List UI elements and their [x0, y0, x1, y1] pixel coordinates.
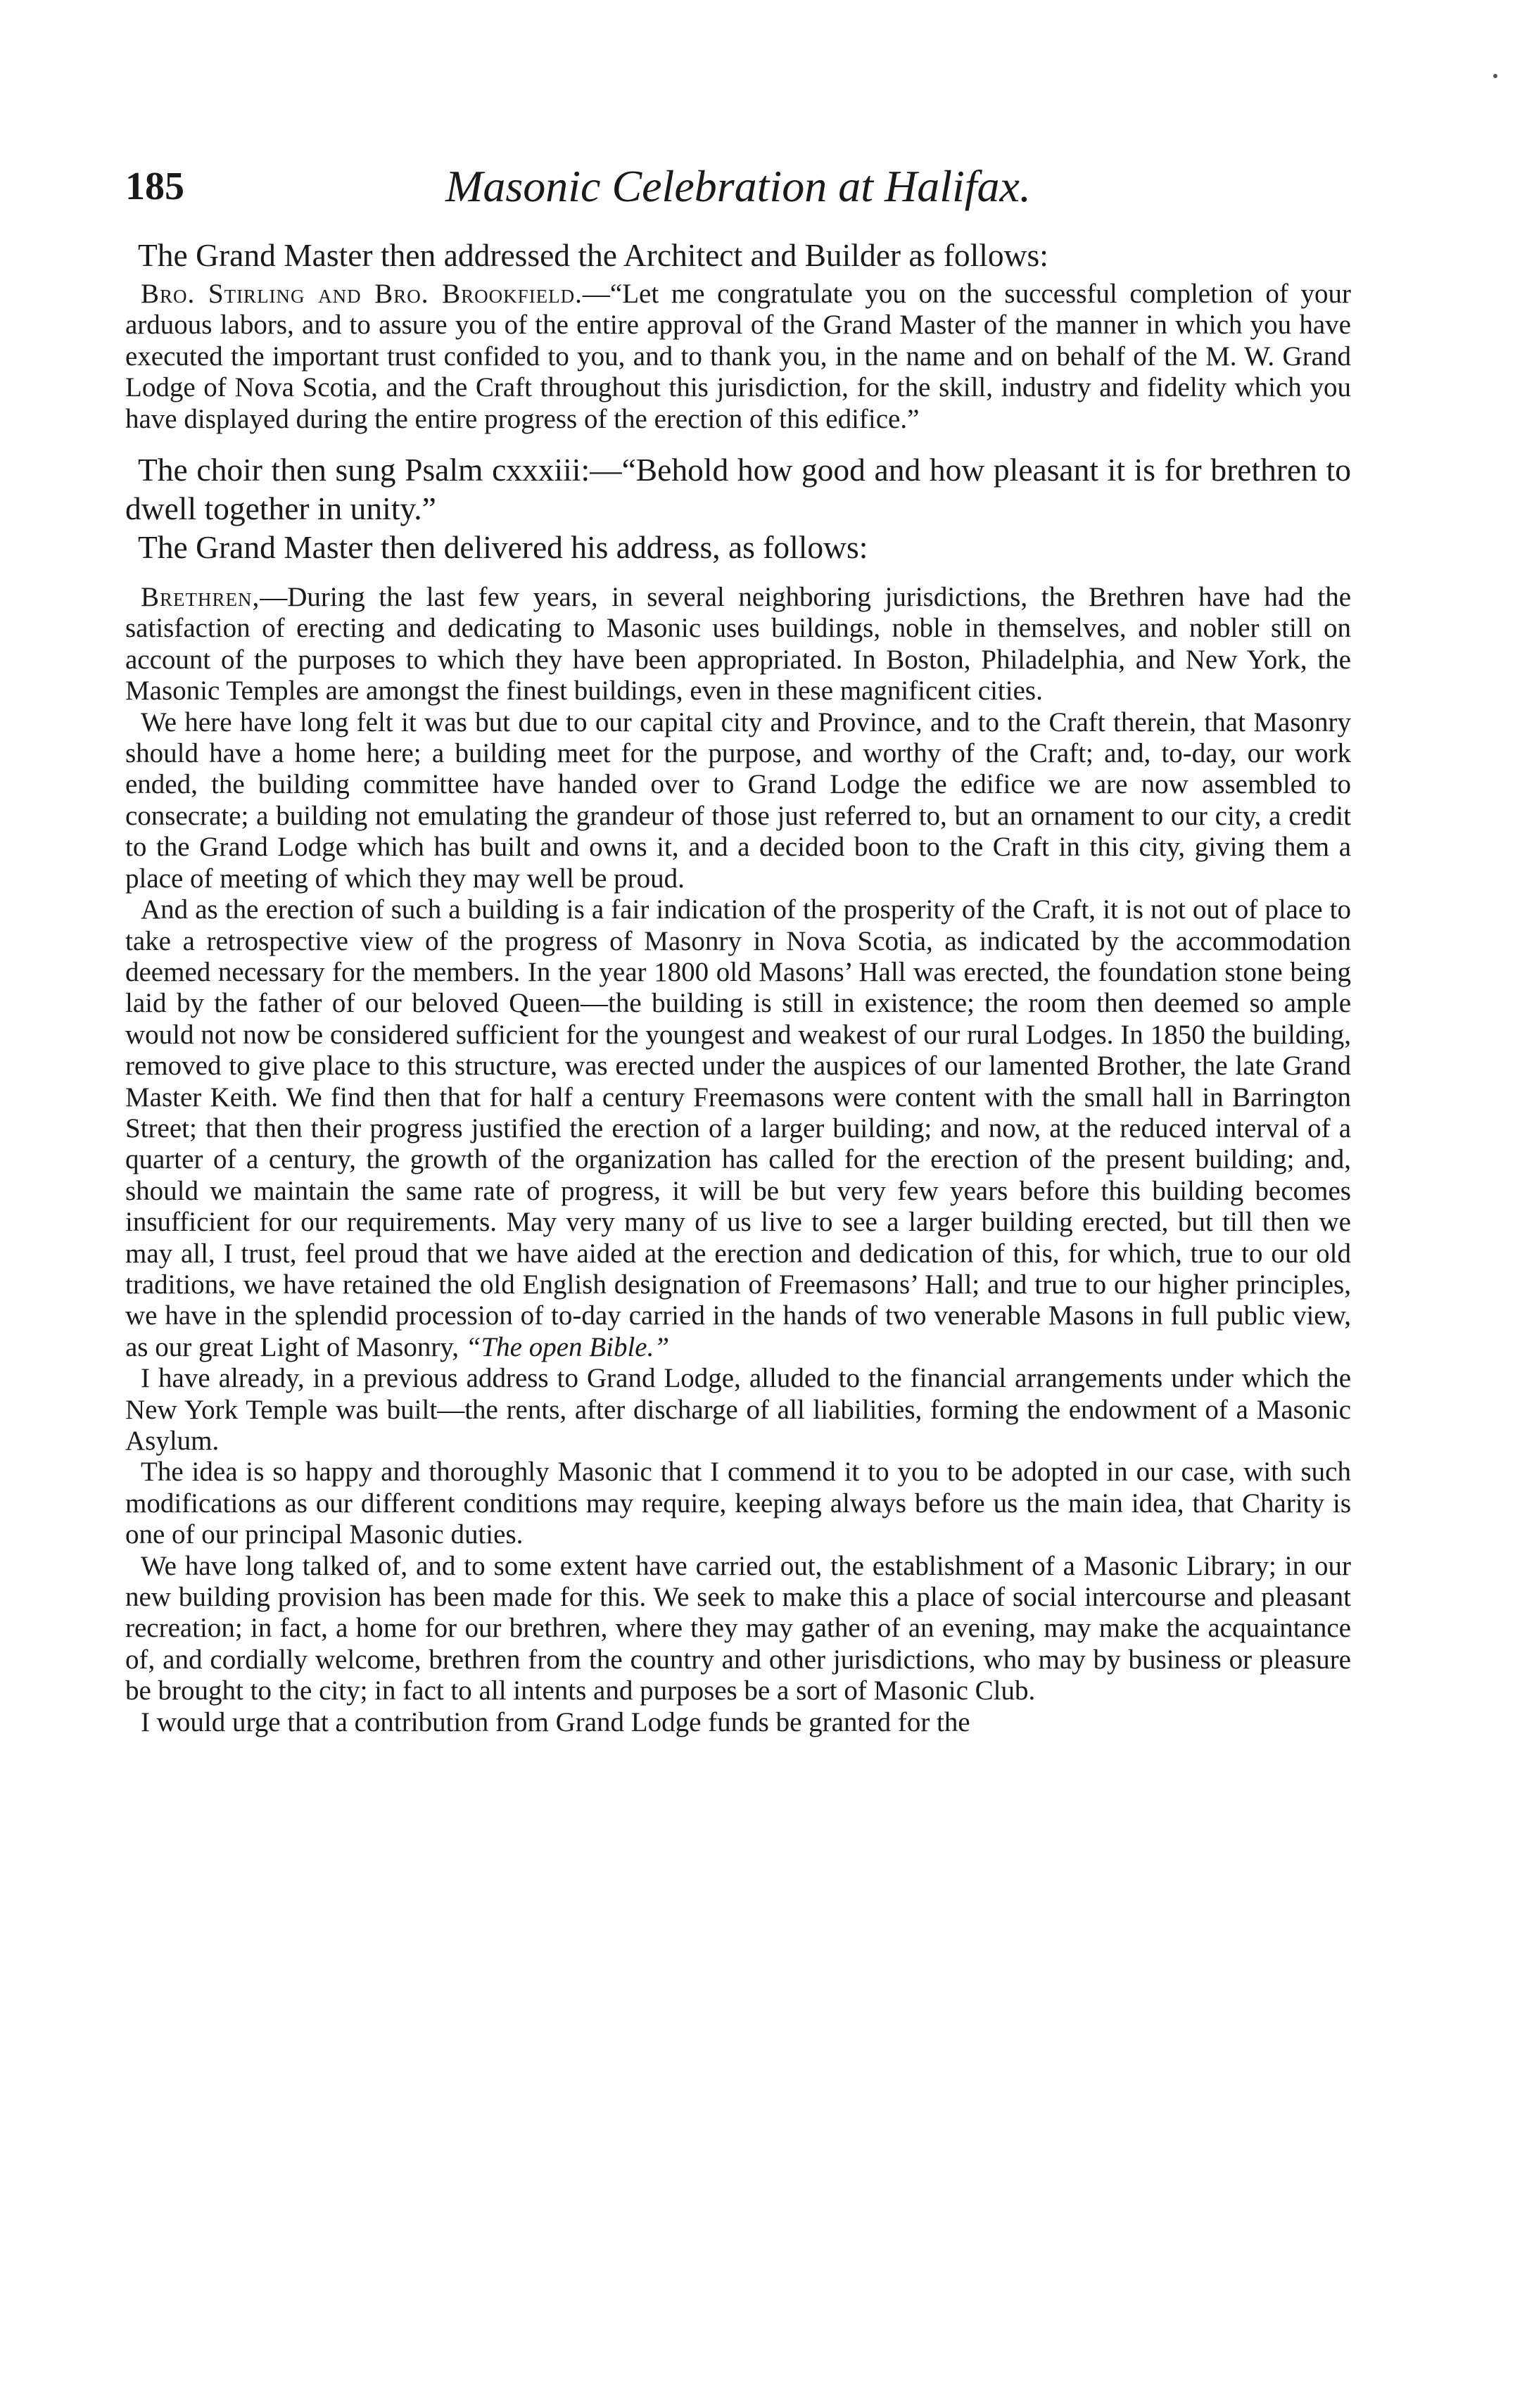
- paragraph-address-to-builders: [125, 279, 1351, 435]
- brethren-text: —During the last few years, in several neighboring jurisdictions, the Brethren have had the satisfaction of erecting and dedicating to Masonic uses buildings, noble in themselves, and nobler still on account of the purposes to which they have been appropriated. In Boston, Philadelphia, and New York, the Masonic Temples are amongst the finest buildings, even in these magnificent cities.: [125, 582, 1351, 706]
- paragraph-contribution: I would urge that a contribution from Grand Lodge funds be granted for the: [141, 1706, 970, 1737]
- address-to-builders-text: —“Let me congratulate you on the successful completion of your arduous labors, and to assure you of the entire approval of the Grand Master of the manner in which you have executed the important trust confided to you, and to thank you, in the name and on behalf of the M. W. Grand Lodge of Nova Scotia, and the Craft throughout this jurisdiction, for the skill, industry and fidelity which you have displayed during the entire progress of the erection of this edifice.”: [125, 279, 1351, 434]
- paragraph-retrospective: [125, 894, 1351, 1363]
- scan-speck: [1493, 74, 1497, 78]
- paragraph-charity: The idea is so happy and thoroughly Masonic that I commend it to you to be adopted in our case, with such modifications as our different conditions may require, keeping always before us the main idea, that Charity is one of our principal Masonic duties.: [125, 1457, 1351, 1550]
- paragraph-financial: I have already, in a previous address to Grand Lodge, alluded to the financial arrangements under which the New York Temple was built—the rents, after discharge of all liabilities, forming the endowment of a Masonic Asylum.: [125, 1363, 1351, 1456]
- paragraph-library: We have long talked of, and to some extent have carried out, the establishment of a Masonic Library; in our new building provision has been made for this. We seek to make this a place of social intercourse and pleasant recreation; in fact, a home for our brethren, where they may gather of an evening, may make the acquaintance of, and cordially welcome, brethren from the country and other jurisdictions, who may by business or pleasure be brought to the city; in fact to all intents and purposes be a sort of Masonic Club.: [125, 1550, 1351, 1706]
- retrospective-text: And as the erection of such a building is a fair indication of the prosperity of the Craft, it is not out of place to take a retrospective view of the progress of Masonry in Nova Scotia, as indicated by the accommodation deemed necessary for the members. In the year 1800 old Masons’ Hall was erected, the foundation stone being laid by the father of our beloved Queen—the building is still in existence; the room then deemed so ample would not now be considered sufficient for the youngest and weakest of our rural Lodges. In 1850 the building, removed to give place to this structure, was erected under the auspices of our lamented Brother, the late Grand Master Keith. We find then that for half a century Freemasons were content with the small hall in Barrington Street; that then their progress justified the erection of a larger building; and now, at the reduced interval of a quarter of a century, the growth of the organization has called for the erection of the present building; and, should we maintain the same rate of progress, it will be but very few years before this building becomes insufficient for our requirements. May very many of us live to see a larger building erected, but till then we may all, I trust, feel proud that we have aided at the erection and dedication of this, for which, true to our old traditions, we have retained the old English designation of Freemasons’ Hall; and true to our higher principles, we have in the splendid procession of to-day carried in the hands of two venerable Masons in full public view, as our great Light of Masonry,: [125, 894, 1351, 1362]
- running-head: [125, 158, 1351, 229]
- salutation-brethren: Brethren,: [141, 582, 260, 613]
- paragraph-address-intro: The Grand Master then addressed the Architect and Builder as follows:: [138, 237, 1048, 273]
- book-page: [125, 158, 1351, 1738]
- salutation-builders: Bro. Stirling and Bro. Brookfield.: [141, 279, 583, 309]
- paragraph-home-for-masonry: We here have long felt it was but due to our capital city and Province, and to the Craft therein, that Masonry should have a home here; a building meet for the purpose, and worthy of the Craft; and, to-day, our work ended, the building committee have handed over to Grand Lodge the edifice we are now assembled to consecrate; a building not emulating the grandeur of those just referred to, but an ornament to our city, a credit to the Grand Lodge which has built and owns it, and a decided boon to the Craft in this city, giving them a place of meeting of which they may well be proud.: [125, 706, 1351, 894]
- page-number: 185: [125, 165, 184, 208]
- paragraph-brethren: [125, 582, 1351, 707]
- running-title: Masonic Celebration at Halifax.: [445, 161, 1031, 211]
- open-bible-quote: “The open Bible.”: [465, 1331, 670, 1362]
- paragraph-psalm: The choir then sung Psalm cxxxiii:—“Behold how good and how pleasant it is for brethren to dwell together in unity.”: [125, 452, 1351, 527]
- paragraph-address-announcement: The Grand Master then delivered his address, as follows:: [138, 529, 868, 566]
